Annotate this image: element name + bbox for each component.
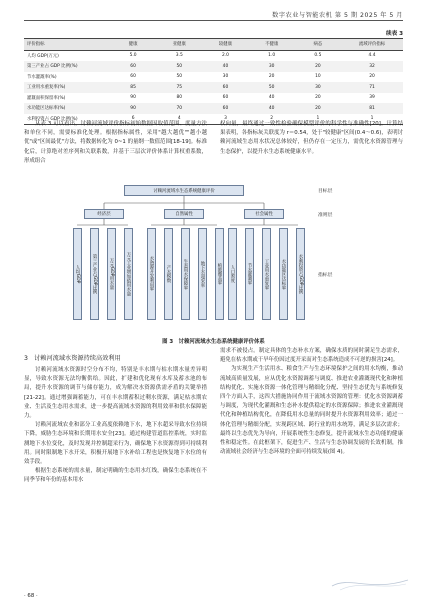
table-cell: 80	[176, 95, 183, 101]
indicator-box: 工业用水重复率	[262, 228, 271, 320]
body-paragraph: 根据生态系统的需水量，制定明确的生态用水红线，确保生态系统在不同季节和年份的基本用水	[24, 468, 207, 484]
running-header	[0, 0, 427, 26]
table-cell: 30	[315, 84, 321, 90]
column-header: 健康	[110, 39, 156, 51]
evaluation-table	[24, 38, 403, 125]
table-header-row	[24, 39, 403, 51]
table-row	[24, 72, 403, 83]
table-cell: 工业用水重复率(%)	[27, 85, 66, 91]
header-rule	[24, 20, 403, 21]
table-cell: 60	[130, 63, 136, 69]
table-cell: 第三产业占 GDP 比例(%)	[27, 64, 78, 70]
table-cell: 60	[222, 105, 229, 111]
layer-label-indicator: 指标层	[318, 273, 333, 278]
table-cell: 20	[315, 95, 321, 101]
table-cell: 81	[369, 105, 375, 111]
right-column-lower	[220, 347, 403, 457]
table-cell: 50	[176, 74, 183, 80]
table-cell: 灌溉面积保留率(%)	[27, 95, 66, 101]
criteria-box-nature: 自然属性	[164, 209, 204, 219]
table-cell: 60	[222, 84, 229, 90]
indicator-box: 地下水超采率	[198, 228, 207, 320]
indicator-box: 万元工业增加值用水量	[124, 228, 133, 320]
column-header: 不健康	[249, 39, 295, 51]
table-cell: 40	[268, 95, 275, 101]
indicator-box: 水资源开发利用率	[147, 228, 156, 320]
table-cell: 85	[130, 84, 136, 90]
table-row	[24, 61, 403, 72]
body-paragraph: 从表 3 可以看出，讨赖河流域评价指标初始数据因取值范围、度量方法和单位不同，需要标准化处理。根据指标属性，采用"越大越优""越小越优"或"区间最优"方法，将数据转化为 0~1 的量纲一数值范围[18-19]。标准化后，计算绝对差序列和关联系数，并基于三层次评价体系计算权重系数，形成组合	[24, 121, 207, 164]
table-cell: 50	[176, 63, 183, 69]
table-row	[24, 93, 403, 104]
table-cell: 20	[315, 63, 321, 69]
body-paragraph: 讨赖河流域水资源时空分布不均，特别是丰水期与枯水期水量差异明显，导致水资源无法均衡供给。因此，扩建和优化现有水库及蓄水池的布局，提升水资源的调节与储存能力，成为解决水资源供需矛盾的关键举措[21-22]。通过增强调蓄能力，可在丰水期蓄积过剩水资源，满足枯水期农业、生活及生态用水需求，进一步提高流域水资源的利用效率和供水保障能力。	[24, 367, 207, 420]
table-cell: 2.0	[221, 53, 229, 59]
indicator-box: 万元GDP用水量	[107, 228, 116, 320]
table-row	[24, 103, 403, 114]
table-cell: 50	[268, 84, 275, 90]
table-cell: 39	[369, 95, 375, 101]
table-cell: 5.0	[129, 53, 137, 59]
table-cell: 6	[110, 114, 156, 125]
target-layer-box: 讨赖河流域水生态系统健康评价	[124, 185, 244, 196]
decorative-ornament	[330, 572, 410, 592]
table-cell: 3	[202, 114, 248, 125]
body-paragraph: 需求不被侵占。制定具体的生态补水方案，确保水质的同时满足生态需求，避免在枯水期或干旱年份因过度开采而对生态系统造成不可逆的损害[24]。	[220, 348, 403, 364]
indicator-box: 水功能区达标率	[279, 228, 288, 320]
left-column-lower	[24, 366, 207, 486]
table-cell: 1	[341, 114, 403, 125]
table-cell: 20	[315, 105, 321, 111]
left-column-upper	[24, 120, 207, 166]
layer-label-criteria: 准则层	[318, 213, 333, 218]
table-cell: 40	[222, 63, 229, 69]
table-row	[24, 50, 403, 61]
table-cell: 30	[222, 74, 229, 80]
table-cell: 3.5	[175, 53, 183, 59]
table-cell: 水功能区达标率(%)	[27, 106, 66, 112]
column-header: 病态	[295, 39, 341, 51]
table-cell: 1.0	[268, 53, 276, 59]
table-cell: 1	[295, 114, 341, 125]
table-cell: 40	[268, 105, 275, 111]
indicator-box: 生态用水保障率	[181, 228, 190, 320]
table-cell: 30	[268, 63, 275, 69]
criteria-box-economy: 经济层	[84, 209, 124, 219]
body-paragraph: 为实现生产生活用水、粮食生产与生态环境保护之间的用水均衡，推动流域高质量发展，应从优化水资源调蓄与调度、推进农业灌溉现代化和种植结构优化、实施水资源一体化管理与精细化分配、坚持生态优先与系统修复四个方面入手，这四大措施协同作用于流域水资源的管理：优化水资源调蓄与调度，为现代化灌溉和生态补水提供稳定的水资源保障；推进农业灌溉现代化和种植结构优化，在降低用水总量的同时提升水资源利用效率；通过一体化管理与精细分配，实现跨区域、跨行业的用水统筹，满足多层次需求；最终以生态优先为导向，开展系统性生态修复，提升流域水生态功能的健康性和稳定性。在此框架下，促进生产、生活与生态协调发展的长效机制，推动流域社会经济与生态环境的全面可持续发展(图 4)。	[220, 366, 403, 456]
table-cell: 人均 GDP(万元)	[27, 53, 59, 59]
layer-label-target: 目标层	[318, 189, 333, 194]
table-cell: 节水灌溉率(%)	[27, 74, 57, 80]
table-cell: 20	[369, 74, 375, 80]
table-cell: 60	[222, 95, 229, 101]
table-cell: 4	[156, 114, 202, 125]
right-column-upper	[220, 120, 403, 157]
criteria-box-society: 社会属性	[244, 209, 284, 219]
table-cell: 2	[249, 114, 295, 125]
table-caption: 续表 3	[385, 31, 403, 37]
column-header: 亚健康	[156, 39, 202, 51]
table-cell: 70	[176, 105, 183, 111]
indicator-box: 人口密度	[228, 228, 237, 320]
table-cell: 20	[268, 74, 275, 80]
indicator-box: 人均GDP	[73, 228, 82, 320]
body-paragraph: 权向量，最终通过一致性检验确保模型评价的科学性与准确性[20]。计算结果表明，各指标灰关联度为 r＝0.54，处于"较健康"区间(0.4～0.6)，表明讨赖河流域生态用水状况总体较好，但仍存在一定压力，需优化水资源管理与生态保护，以提升水生态系统健康水平。	[220, 121, 403, 155]
table-cell: 90	[130, 105, 136, 111]
table-cell: 32	[369, 63, 375, 69]
journal-title: 数字农业与智能农机 第 5 期 2025 年 5 月	[272, 12, 403, 19]
column-header: 评价指标	[24, 39, 110, 51]
section-heading: 3 讨赖河流域水资源持续高效利用	[24, 355, 121, 362]
table-cell: 90	[130, 95, 136, 101]
table-cell: 0.5	[314, 53, 322, 59]
page-number: · 68 ·	[24, 593, 38, 599]
indicator-box: 第三产业占GDP比例	[90, 228, 99, 320]
column-header: 流域评价指标	[341, 39, 403, 51]
indicator-box: 水利投资占GDP比例	[296, 228, 305, 320]
table-cell: 10	[315, 74, 321, 80]
evaluation-hierarchy-diagram	[62, 183, 364, 333]
table-cell: 4.4	[368, 53, 376, 59]
table-cell: 75	[176, 84, 183, 90]
indicator-box: 产水模数	[164, 228, 173, 320]
indicator-box: 植被覆盖率	[215, 228, 224, 320]
table-row	[24, 82, 403, 93]
column-header: 较健康	[202, 39, 248, 51]
table-cell: 水利投资占 GDP 比例(%)	[24, 114, 110, 125]
table-cell: 71	[369, 84, 375, 90]
indicator-box: 节水灌溉率	[245, 228, 254, 320]
table-cell: 60	[130, 74, 136, 80]
body-paragraph: 讨赖河流域农业和部分工业高度依赖地下水，地下水超采导致水位持续下降，威胁生态环境和长期用水安全[23]。通过构建管道监控系统，实时监测地下水位变化，及时发现并控制超采行为，确保地下水资源得到可持续利用。同时限制地下水开采，积极开展地下水补给工程也是恢复地下水位的有效手段。	[24, 422, 207, 466]
figure-caption: 图 3 讨赖河流域水生态系统健康评价体系	[162, 339, 265, 345]
